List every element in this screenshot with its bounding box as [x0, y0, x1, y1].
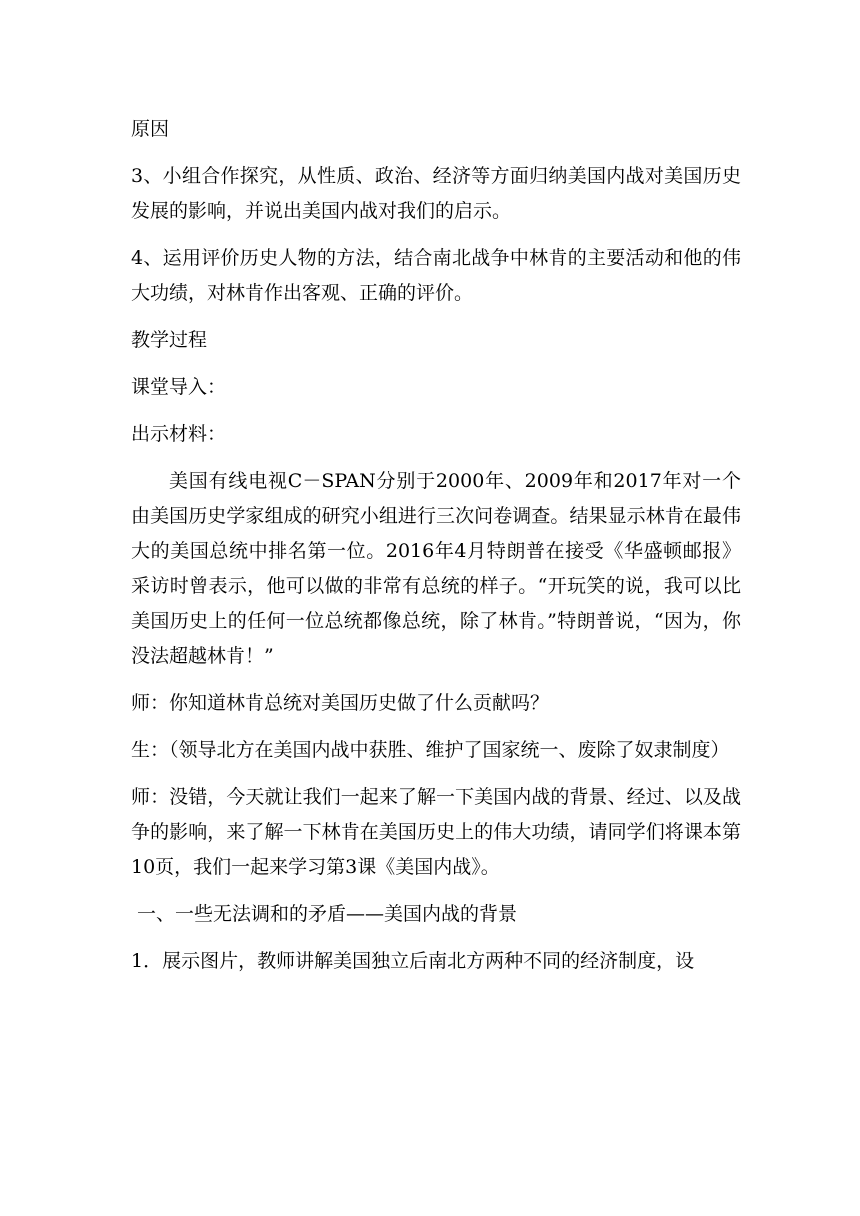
paragraph-step-1: 1．展示图片，教师讲解美国独立后南北方两种不同的经济制度，设	[131, 950, 695, 972]
section-heading-lesson-intro: 课堂导入：	[131, 376, 227, 398]
paragraph-reason: 原因	[131, 118, 170, 140]
section-heading-show-material: 出示材料：	[131, 423, 227, 445]
paragraph-material: 美国有线电视C－SPAN分别于2000年、2009年和2017年对一个由美国历史学家组成的研究小组进行三次问卷调查。结果显示林肯在最伟大的美国总统中排名第一位。2016年4月特朗普在接受《华盛顿邮报》采访时曾表示，他可以做的非常有总统的样子。“开玩笑的说，我可以比美国历史上的任何一位总统都像总统，除了林肯。”特朗普说，“因为，你没法超越林肯！”	[131, 470, 741, 667]
dialogue-teacher-question: 师：你知道林肯总统对美国历史做了什么贡献吗？	[131, 692, 550, 714]
dialogue-student-answer: 生：（领导北方在美国内战中获胜、维护了国家统一、废除了奴隶制度）	[131, 739, 730, 761]
paragraph-objective-4: 4、运用评价历史人物的方法，结合南北战争中林肯的主要活动和他的伟大功绩，对林肯作出客观、正确的评价。	[131, 247, 741, 304]
document-body	[131, 112, 741, 991]
dialogue-teacher-intro: 师：没错，今天就让我们一起来了解一下美国内战的背景、经过、以及战争的影响，来了解一下林肯在美国历史上的伟大功绩，请同学们将课本第10页，我们一起来学习第3课《美国内战》。	[131, 786, 741, 878]
paragraph-objective-3: 3、小组合作探究，从性质、政治、经济等方面归纳美国内战对美国历史发展的影响，并说出美国内战对我们的启示。	[131, 165, 741, 222]
section-heading-civil-war-background: 一、一些无法调和的矛盾——美国内战的背景	[137, 903, 518, 925]
section-heading-teaching-process: 教学过程	[131, 329, 208, 351]
